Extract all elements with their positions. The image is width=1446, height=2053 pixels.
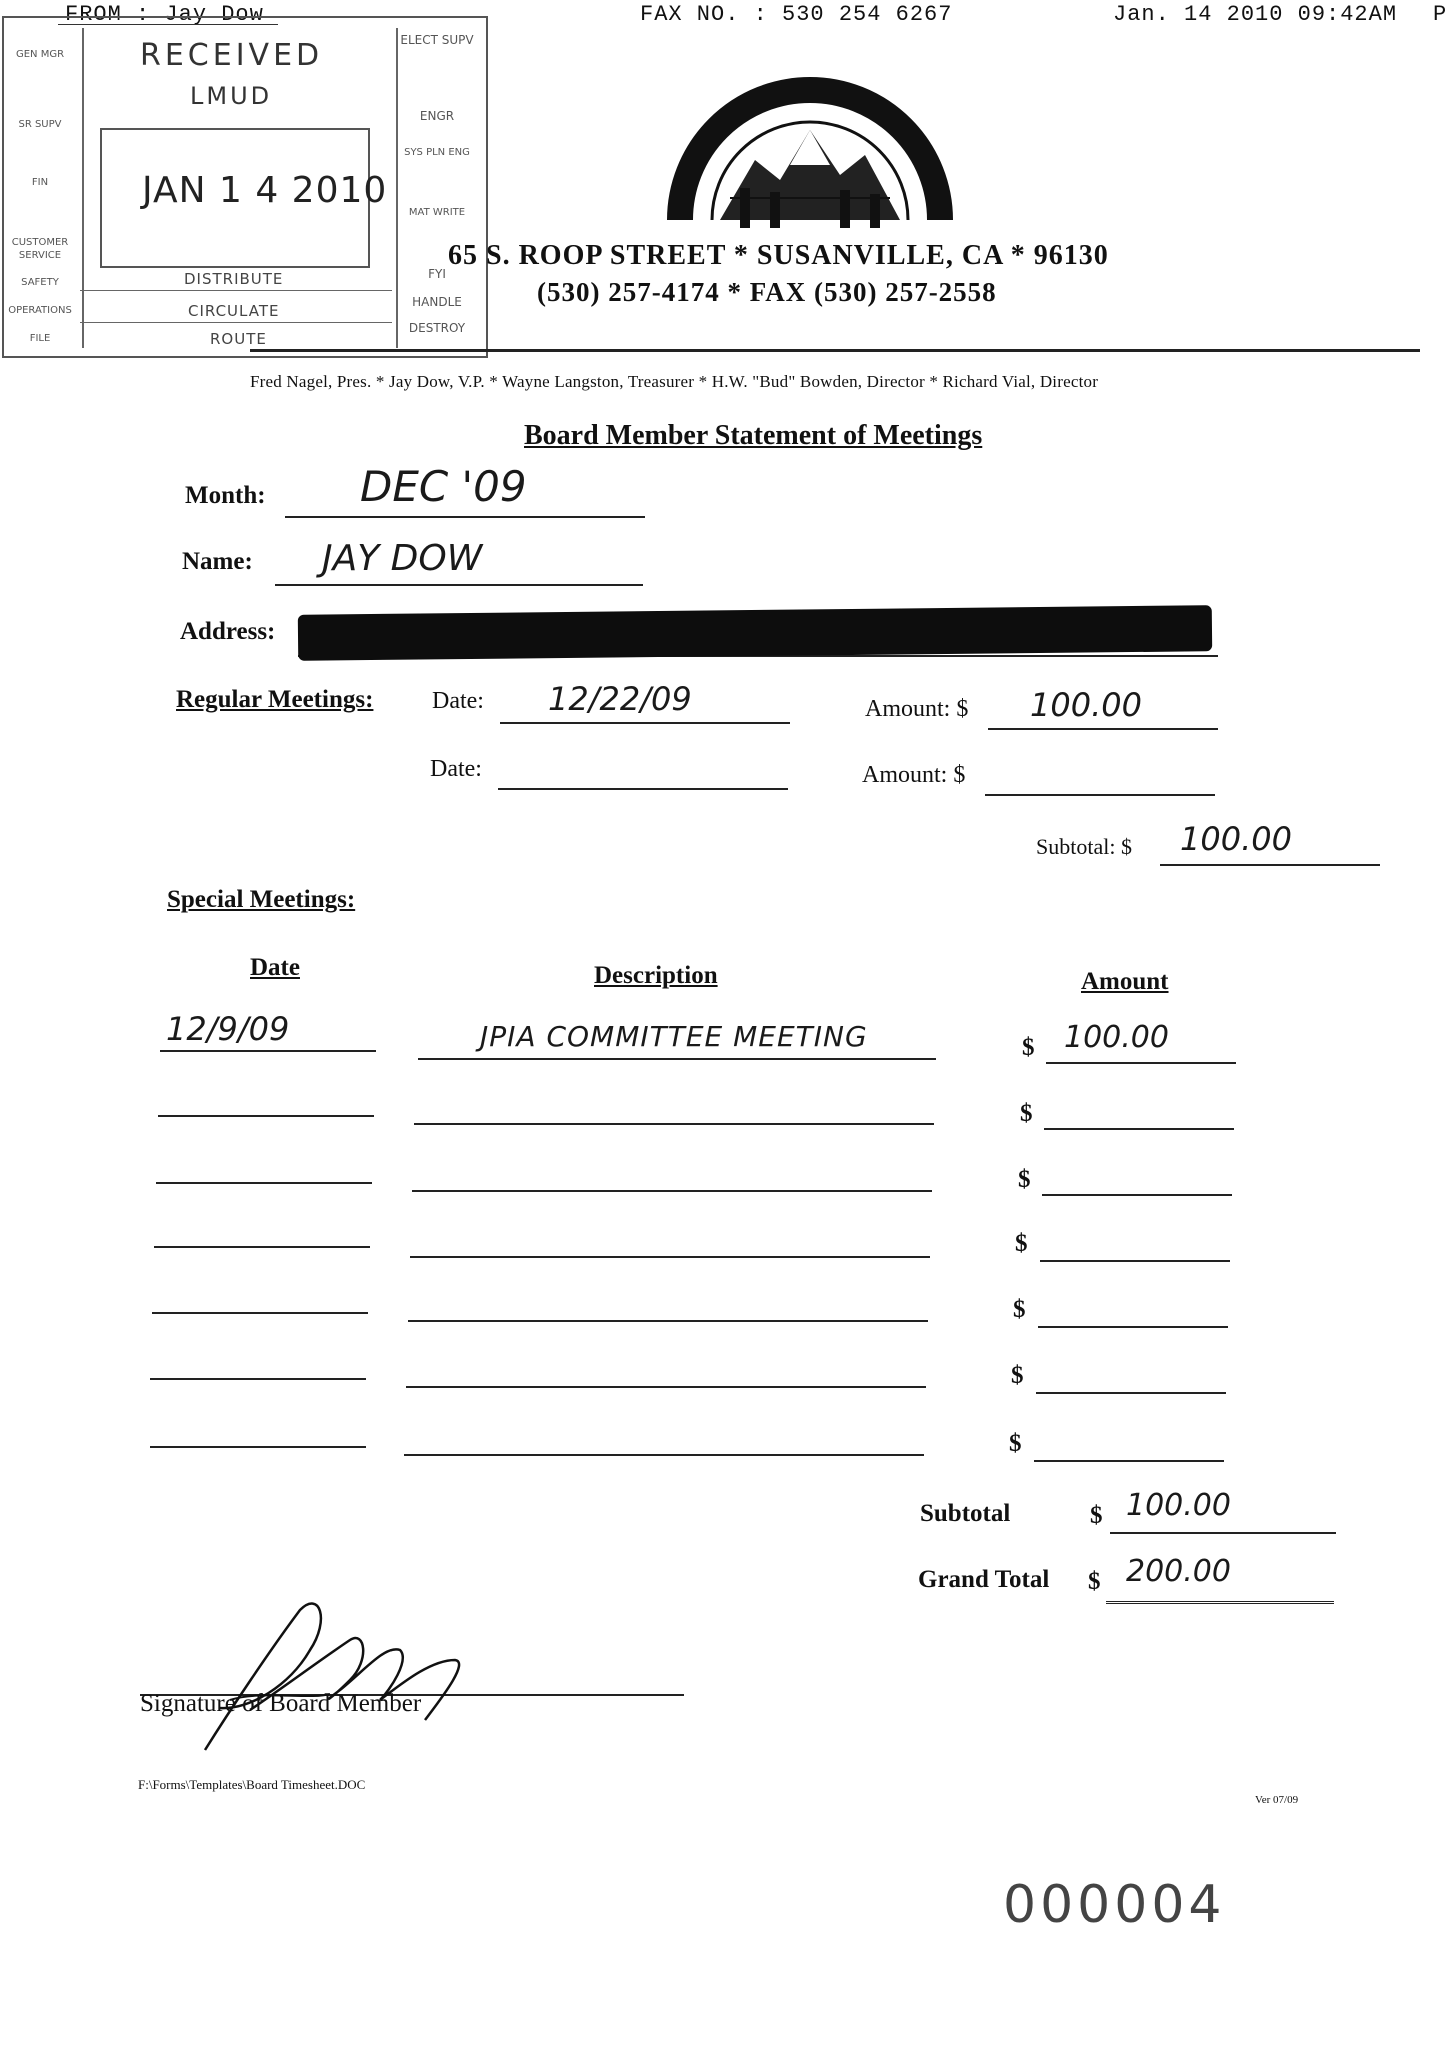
- special-dollar-sign: $: [1013, 1296, 1026, 1323]
- special-date-line: [154, 1246, 370, 1248]
- stamp-date: JAN 1 4 2010: [142, 170, 388, 211]
- letterhead-address: 65 S. ROOP STREET * SUSANVILLE, CA * 96130: [448, 240, 1109, 271]
- special-header-description: Description: [594, 962, 718, 989]
- name-value: JAY DOW: [322, 538, 483, 579]
- special-amount-line: [1036, 1392, 1226, 1394]
- special-description-line: [410, 1256, 930, 1258]
- stamp-cell-fin: FIN: [31, 177, 49, 188]
- month-value: DEC '09: [360, 462, 527, 511]
- signature-image: [190, 1590, 490, 1760]
- special-date-value: 12/9/09: [166, 1010, 290, 1048]
- special-date-line: [158, 1115, 374, 1117]
- regular-amount-value: 100.00: [1030, 686, 1142, 724]
- stamp-cell-elect-supv: ELECT SUPV: [400, 33, 474, 47]
- stamp-title: RECEIVED: [140, 38, 324, 73]
- special-description-line: [414, 1123, 934, 1125]
- stamp-row-distribute: DISTRIBUTE: [184, 270, 284, 288]
- fax-page-marker: P: [1433, 2, 1446, 27]
- name-line: [275, 584, 643, 586]
- stamp-cell-engr: ENGR: [419, 109, 455, 123]
- special-amount-line: [1038, 1326, 1228, 1328]
- letterhead-rule: [250, 349, 1420, 352]
- fax-from: FROM : Jay Dow: [65, 2, 264, 27]
- regular-amount-line: [985, 794, 1215, 796]
- stamp-cell-file: FILE: [29, 333, 51, 344]
- stamp-cell-handle: HANDLE: [412, 295, 462, 309]
- month-line: [285, 516, 645, 518]
- bates-number: 000004: [1003, 1875, 1226, 1935]
- regular-date-label: Date:: [430, 756, 482, 782]
- stamp-cell-sr-supv: SR SUPV: [18, 119, 62, 130]
- regular-subtotal-label: Subtotal: $: [1036, 834, 1132, 859]
- special-date-line: [150, 1446, 366, 1448]
- special-dollar-sign: $: [1018, 1166, 1031, 1193]
- regular-amount-line: [988, 728, 1218, 730]
- stamp-cell-destroy: DESTROY: [408, 321, 466, 335]
- letterhead-phone: (530) 257-4174 * FAX (530) 257-2558: [537, 277, 997, 307]
- regular-subtotal-line: [1160, 864, 1380, 866]
- address-redaction: [298, 605, 1212, 661]
- stamp-cell-fyi: FYI: [428, 267, 446, 281]
- grand-total-value: 200.00: [1126, 1554, 1231, 1589]
- address-label: Address:: [180, 618, 276, 645]
- special-description-line: [412, 1190, 932, 1192]
- regular-amount-label: Amount: $: [865, 696, 969, 722]
- special-meetings-label: Special Meetings:: [167, 886, 356, 913]
- stamp-cell-sys-pln-eng: SYS PLN ENG: [404, 147, 470, 158]
- special-dollar-sign: $: [1011, 1362, 1024, 1389]
- district-logo: [660, 70, 960, 255]
- regular-date-label: Date:: [432, 688, 484, 714]
- fax-timestamp: Jan. 14 2010 09:42AM: [1113, 2, 1398, 27]
- special-description-line: [406, 1386, 926, 1388]
- footer-version: Ver 07/09: [1255, 1794, 1299, 1806]
- special-header-amount: Amount: [1081, 968, 1169, 995]
- special-amount-line: [1040, 1260, 1230, 1262]
- stamp-row-rule: [80, 322, 392, 323]
- special-amount-line: [1034, 1460, 1224, 1462]
- regular-date-line: [500, 722, 790, 724]
- stamp-divider-left: [82, 28, 84, 348]
- special-header-date: Date: [250, 954, 300, 981]
- name-label: Name:: [182, 548, 253, 575]
- stamp-row-route: ROUTE: [210, 330, 267, 348]
- regular-subtotal-value: 100.00: [1180, 820, 1292, 858]
- special-dollar-sign: $: [1022, 1034, 1035, 1061]
- stamp-cell-gen-mgr: GEN MGR: [15, 49, 65, 60]
- signature-label: Signature of Board Member: [140, 1690, 422, 1717]
- stamp-cell-mat-write: MAT WRITE: [408, 207, 466, 218]
- special-description-line: [408, 1320, 928, 1322]
- special-dollar-sign: $: [1009, 1430, 1022, 1457]
- stamp-cell-safety: SAFETY: [21, 277, 59, 288]
- footer-file-path: F:\Forms\Templates\Board Timesheet.DOC: [138, 1777, 366, 1792]
- special-amount-value: 100.00: [1064, 1020, 1169, 1055]
- special-amount-line: [1042, 1194, 1232, 1196]
- stamp-org: LMUD: [190, 82, 273, 110]
- regular-date-value: 12/22/09: [548, 680, 692, 718]
- special-amount-line: [1044, 1128, 1234, 1130]
- regular-amount-label: Amount: $: [862, 762, 966, 788]
- special-amount-line: [1046, 1062, 1236, 1064]
- letterhead-officers: Fred Nagel, Pres. * Jay Dow, V.P. * Wayne Langston, Treasurer * H.W. "Bud" Bowden, Director * Richard Vial, Director: [250, 372, 1099, 391]
- grand-total-dollar: $: [1088, 1568, 1101, 1595]
- grand-total-label: Grand Total: [918, 1566, 1050, 1593]
- special-subtotal-value: 100.00: [1126, 1488, 1231, 1523]
- stamp-row-circulate: CIRCULATE: [188, 302, 280, 320]
- special-description-value: JPIA COMMITTEE MEETING: [480, 1020, 868, 1053]
- regular-meetings-label: Regular Meetings:: [176, 686, 374, 713]
- special-subtotal-label: Subtotal: [920, 1500, 1011, 1527]
- stamp-cell-customer-service: CUSTOMER SERVICE: [11, 237, 69, 261]
- grand-total-line: [1106, 1598, 1334, 1604]
- special-description-line: [404, 1454, 924, 1456]
- form-title: Board Member Statement of Meetings: [524, 420, 983, 451]
- special-dollar-sign: $: [1015, 1230, 1028, 1257]
- special-description-line: [418, 1058, 936, 1060]
- special-subtotal-dollar: $: [1090, 1502, 1103, 1529]
- special-date-line: [150, 1378, 366, 1380]
- special-date-line: [160, 1050, 376, 1052]
- special-date-line: [156, 1182, 372, 1184]
- stamp-cell-operations: OPERATIONS: [8, 305, 72, 316]
- regular-date-line: [498, 788, 788, 790]
- stamp-row-rule: [80, 290, 392, 291]
- special-dollar-sign: $: [1020, 1100, 1033, 1127]
- special-subtotal-line: [1110, 1532, 1336, 1534]
- month-label: Month:: [185, 482, 266, 509]
- fax-number: FAX NO. : 530 254 6267: [640, 2, 953, 27]
- special-date-line: [152, 1312, 368, 1314]
